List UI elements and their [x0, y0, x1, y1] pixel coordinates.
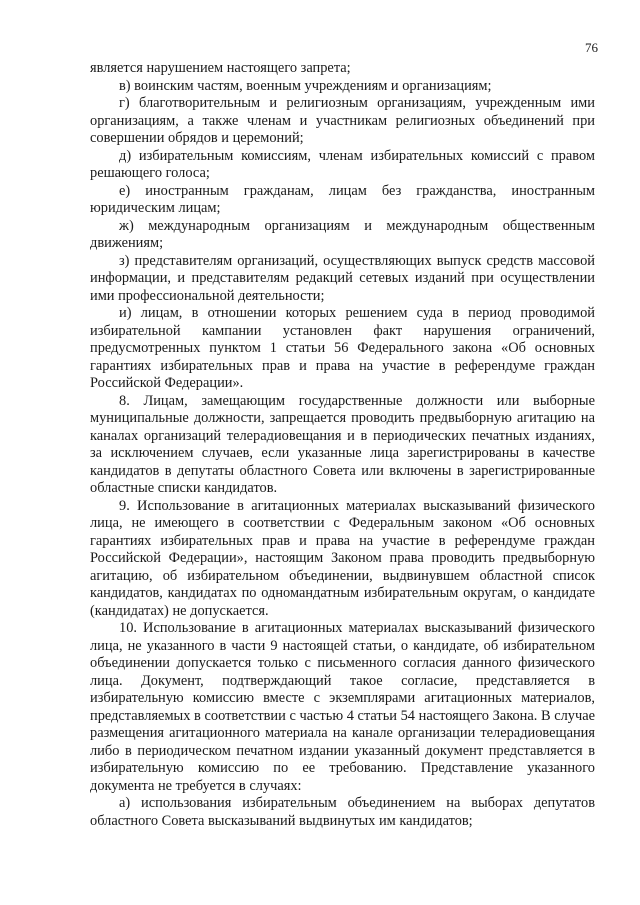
paragraph-item-g: г) благотворительным и религиозным организациям, учрежденным ими организациям, а также членам и участникам религиозных объединений при совершении обрядов и церемоний;	[90, 95, 595, 146]
paragraph-continuation: является нарушением настоящего запрета;	[90, 60, 351, 76]
paragraph-item-d: д) избирательным комиссиям, членам избирательных комиссий с правом решающего голоса;	[90, 147, 595, 181]
paragraph-item-z: з) представителям организаций, осуществляющих выпуск средств массовой информации, и представителям редакций сетевых изданий при осуществлении ими профессиональной деятельности;	[90, 252, 595, 304]
paragraph-part-9: 9. Использование в агитационных материалах высказываний физического лица, не имеющего в соответствии с Федеральным законом «Об основных гарантиях избирательных прав и права на участие в референдуме граждан Российской Федерации», настоящим Законом права проводить предвыборную агитацию, об избирательном объединении, выдвинувшем областной список кандидатов, кандидатах по одномандатным избирательным округам, о кандидате (кандидатах) не допускается.	[90, 497, 595, 619]
paragraph-item-a: а) использования избирательным объединением на выборах депутатов областного Совета высказываний выдвинутых им кандидатов;	[90, 795, 595, 829]
paragraph-item-e: е) иностранным гражданам, лицам без гражданства, иностранным юридическим лицам;	[90, 182, 595, 216]
page-number: 76	[585, 40, 598, 55]
paragraph-item-v: в) воинским частям, военным учреждениям и организациям;	[119, 77, 492, 94]
paragraph-item-zh: ж) международным организациям и международным общественным движениям;	[90, 217, 595, 251]
paragraph-part-10: 10. Использование в агитационных материалах высказываний физического лица, не указанного в части 9 настоящей статьи, о кандидате, об избирательном объединении допускается только с письменного согласия данного физического лица. Документ, подтверждающий такое согласие, представляется в избирательную комиссию вместе с экземплярами агитационных материалов, представляемых в соответствии с частью 4 статьи 54 настоящего Закона. В случае размещения агитационного материала на канале организации телерадиовещания либо в периодическом печатном издании указанный документ представляется в избирательную комиссию по ее требованию. Представление указанного документа не требуется в случаях:	[90, 620, 595, 794]
document-body	[90, 60, 595, 830]
paragraph-item-i: и) лицам, в отношении которых решением суда в период проводимой избирательной кампании установлен факт нарушения ограничений, предусмотренных пунктом 1 статьи 56 Федерального закона «Об основных гарантиях избирательных прав и права на участие в референдуме граждан Российской Федерации».	[90, 305, 595, 391]
paragraph-part-8: 8. Лицам, замещающим государственные должности или выборные муниципальные должности, запрещается проводить предвыборную агитацию на каналах организаций телерадиовещания и в периодических печатных изданиях, за исключением случаев, если указанные лица зарегистрированы в качестве кандидатов в депутаты областного Совета или включены в зарегистрированные областные списки кандидатов.	[90, 392, 595, 496]
